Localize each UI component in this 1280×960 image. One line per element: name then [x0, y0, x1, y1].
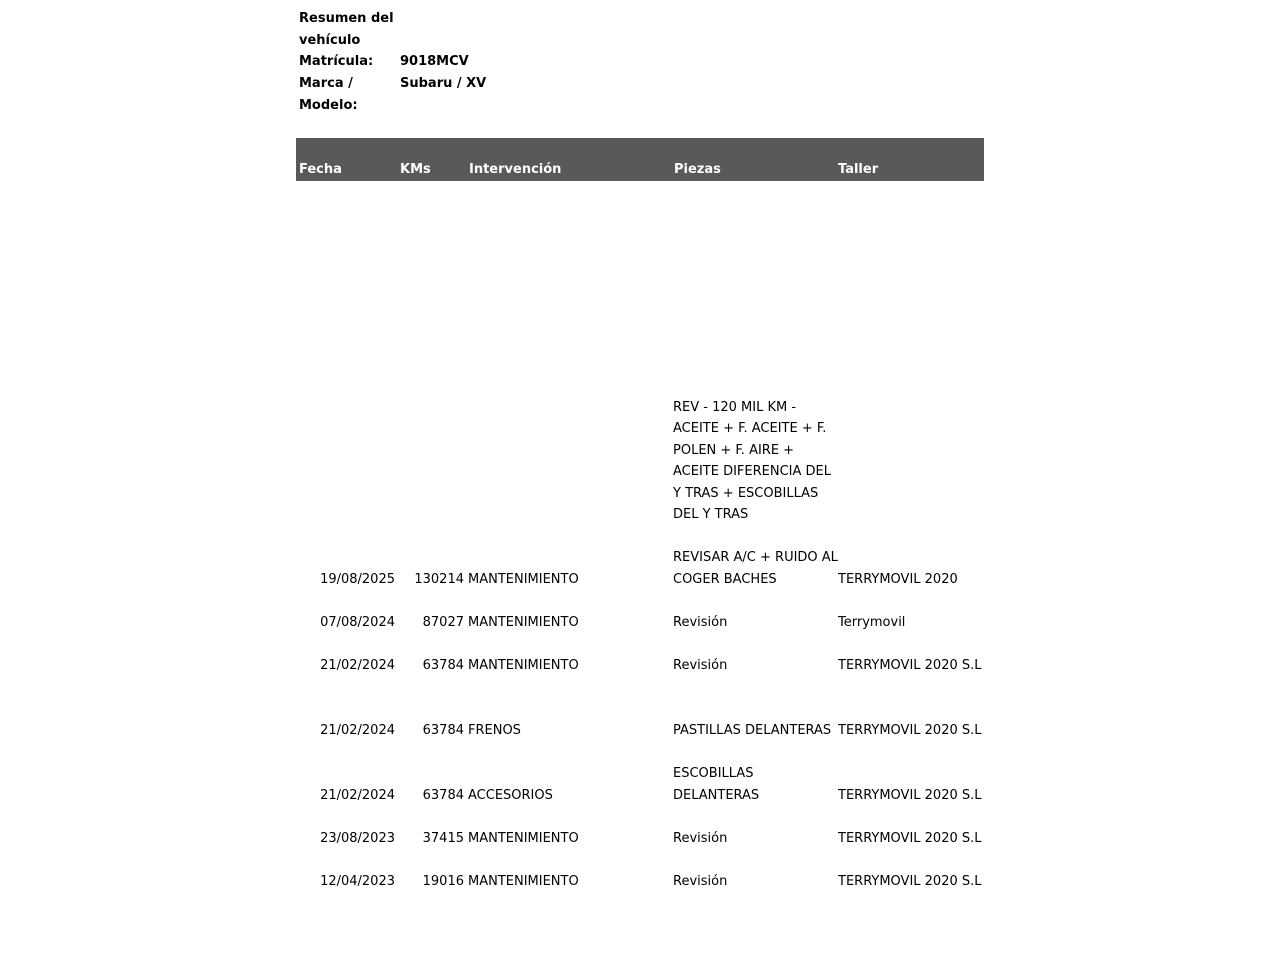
row-parts-line: ACEITE DIFERENCIA DEL [673, 464, 831, 479]
row-workshop: TERRYMOVIL 2020 [838, 571, 958, 587]
row-intervention: ACCESORIOS [468, 787, 553, 803]
row-parts-line: DEL Y TRAS [673, 507, 749, 522]
row-date: 21/02/2024 [320, 657, 395, 673]
header-intervention: Intervención [469, 162, 562, 177]
row-parts-line: Y TRAS + ESCOBILLAS [673, 485, 819, 501]
header-workshop: Taller [838, 162, 879, 177]
row-workshop: TERRYMOVIL 2020 S.L [838, 657, 982, 673]
header-parts: Piezas [674, 162, 721, 177]
row-date: 12/04/2023 [320, 873, 395, 889]
row-kms: 63784 [422, 722, 464, 738]
row-date: 07/08/2024 [320, 614, 395, 630]
plate-value: 9018MCV [400, 54, 469, 69]
row-workshop: Terrymovil [838, 614, 906, 630]
make-model-label: Marca / Modelo: [299, 76, 358, 113]
row-intervention: MANTENIMIENTO [468, 614, 579, 630]
row-date: 19/08/2025 [320, 571, 395, 587]
row-parts-line: COGER BACHES [673, 571, 777, 587]
row-kms: 63784 [422, 787, 464, 803]
row-intervention: MANTENIMIENTO [468, 657, 579, 673]
row-parts-line: ACEITE + F. ACEITE + F. [673, 421, 827, 436]
row-date: 21/02/2024 [320, 722, 395, 738]
row-workshop: TERRYMOVIL 2020 S.L [838, 787, 982, 803]
row-parts-line: Revisión [673, 873, 728, 889]
row-parts-line: Revisión [673, 614, 728, 630]
row-parts-line: POLEN + F. AIRE + [673, 442, 795, 458]
row-intervention: MANTENIMIENTO [468, 873, 579, 889]
row-kms: 63784 [422, 657, 464, 673]
row-parts-line: DELANTERAS [673, 787, 760, 803]
plate-label: Matrícula: [299, 54, 374, 69]
row-intervention: MANTENIMIENTO [468, 571, 579, 587]
row-kms: 37415 [422, 830, 464, 846]
row-workshop: TERRYMOVIL 2020 S.L [838, 873, 982, 889]
make-model-value: Subaru / XV [400, 76, 487, 91]
row-parts-line: Revisión [673, 830, 728, 846]
row-parts-line: PASTILLAS DELANTERAS [673, 722, 832, 738]
row-kms: 87027 [422, 614, 464, 630]
row-intervention: FRENOS [468, 722, 521, 738]
row-kms: 19016 [422, 873, 464, 889]
row-parts-line: ESCOBILLAS [673, 766, 754, 781]
header-date: Fecha [299, 162, 342, 177]
row-workshop: TERRYMOVIL 2020 S.L [838, 722, 982, 738]
row-parts-line: REVISAR A/C + RUIDO AL [673, 550, 838, 565]
row-parts-line: Revisión [673, 657, 728, 673]
row-parts-line: REV - 120 MIL KM - [673, 399, 797, 415]
summary-title: Resumen del vehículo [299, 11, 394, 48]
row-date: 23/08/2023 [320, 830, 395, 846]
row-kms: 130214 [414, 571, 464, 587]
row-intervention: MANTENIMIENTO [468, 830, 579, 846]
header-kms: KMs [400, 162, 431, 177]
row-date: 21/02/2024 [320, 787, 395, 803]
row-workshop: TERRYMOVIL 2020 S.L [838, 830, 982, 846]
